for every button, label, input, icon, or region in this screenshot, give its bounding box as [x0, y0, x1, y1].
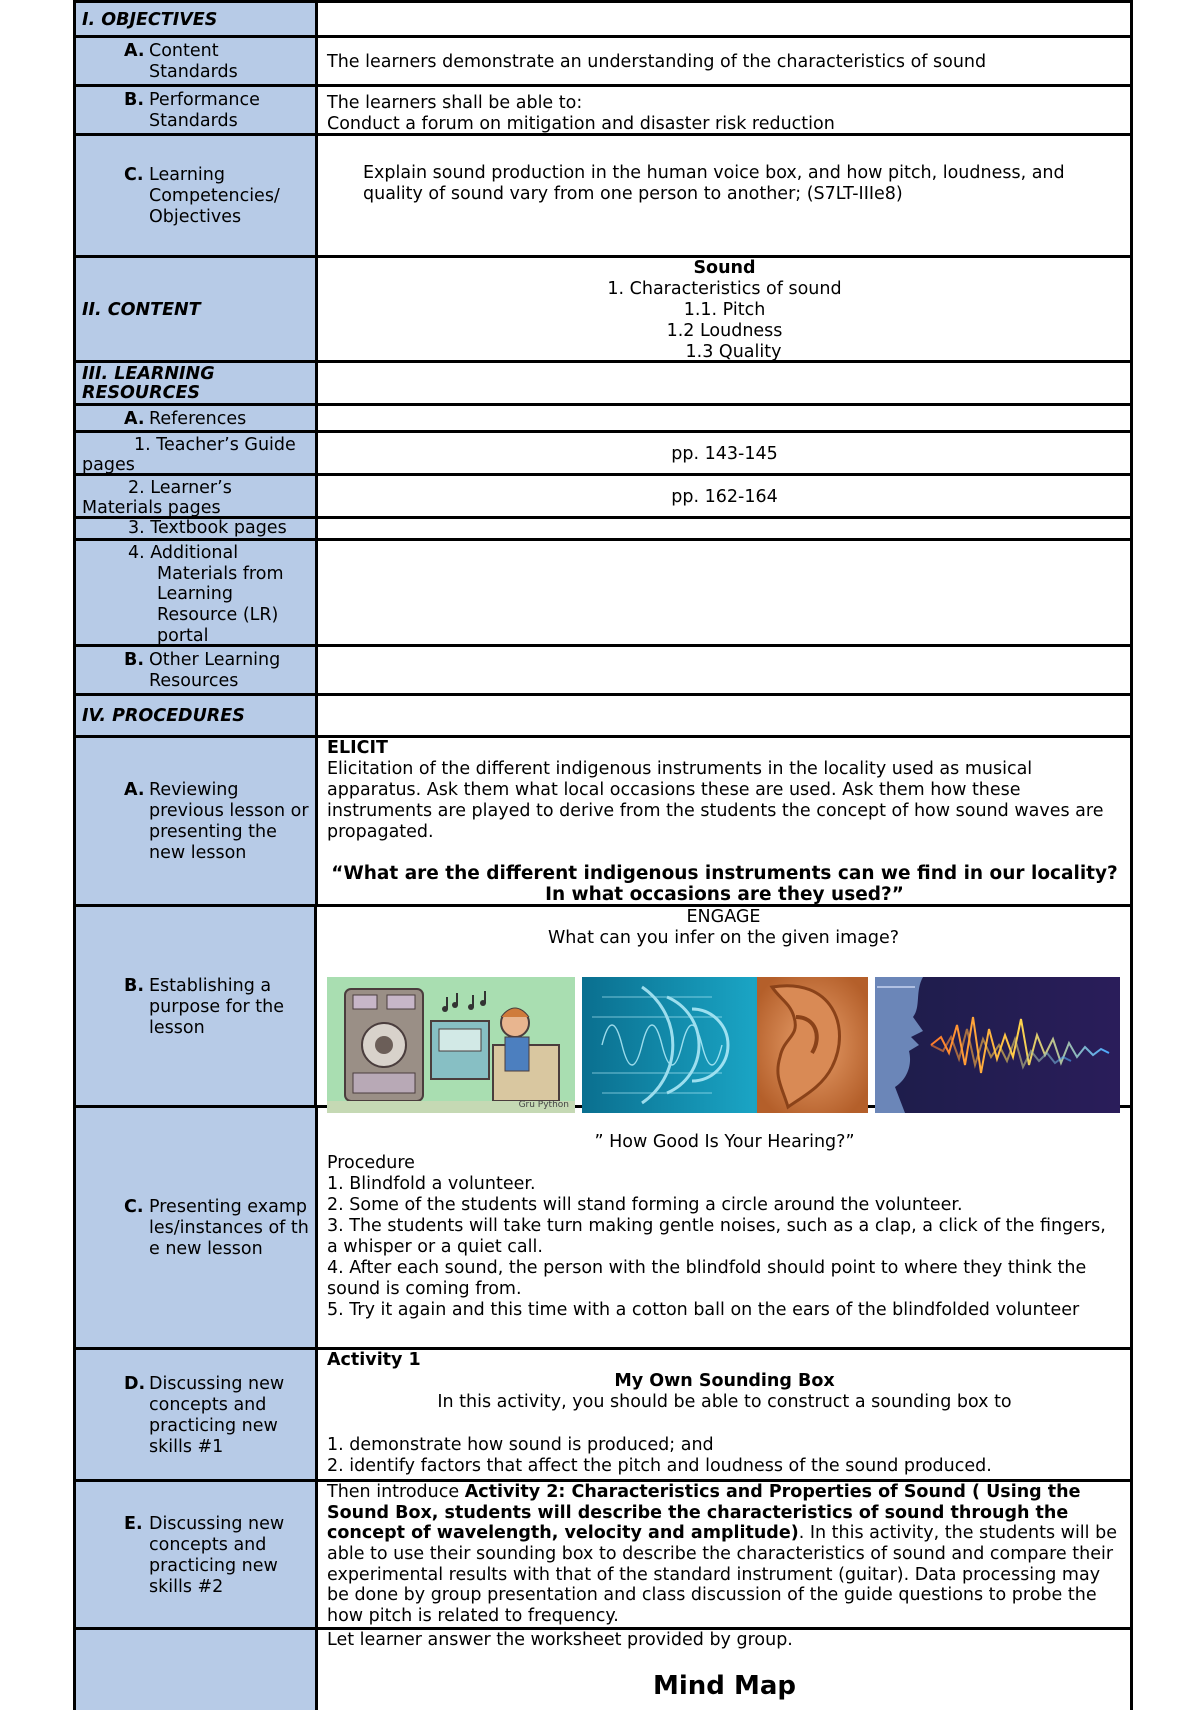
objectives-heading-cell: [73, 3, 318, 35]
references-label-cell: [73, 406, 318, 430]
procedure-step: 4. After each sound, the person with the blindfold should point to where they think the sound is coming from.: [327, 1258, 1087, 1299]
competencies-value-cell: [318, 136, 1133, 255]
content-standards-label: [82, 41, 311, 83]
content-line: 1.1. Pitch: [683, 300, 766, 320]
competencies-label-cell: [73, 136, 318, 255]
objectives-row: [73, 0, 1133, 38]
textbook-label-cell: [73, 519, 318, 538]
performance-standards-label-cell: [73, 87, 318, 133]
worksheet-instruction: Let learner answer the worksheet provided by group.: [327, 1630, 793, 1650]
additional-materials-label: 4. Additional Materials from Learning Resource (LR) portal: [128, 543, 284, 646]
teachers-guide-label-cell: [73, 433, 318, 476]
learners-materials-label: 2. Learner’s Materials pages: [82, 478, 232, 519]
procedure-b-label: [82, 976, 310, 1039]
procedure-d-label-cell: [73, 1350, 318, 1479]
content-heading-cell: [73, 258, 318, 360]
performance-standards-row: [73, 87, 1133, 136]
content-value-cell: [318, 258, 1133, 360]
engage-title: ENGAGE: [686, 907, 761, 927]
ear-soundwave-image: [582, 977, 868, 1113]
engage-image-strip: [327, 977, 1120, 1113]
procedure-f-value-cell: [318, 1630, 1133, 1710]
additional-materials-row: [73, 541, 1133, 647]
letter-b: B.: [124, 975, 144, 996]
elicit-text: Elicitation of the different indigenous instruments in the locality used as musical apparatus. Ask them what local occasions these are used. Ask them how these instruments are played to derive from the students the concept of how sound waves are propagated.: [327, 759, 1104, 842]
content-standards-value: The learners demonstrate an understanding of the characteristics of sound: [327, 51, 987, 72]
procedure-step: 3. The students will take turn making gentle noises, such as a clap, a click of the fingers, a whisper or a quiet call.: [327, 1216, 1106, 1257]
voice-soundwave-image: [875, 977, 1120, 1113]
performance-standards-label: [82, 90, 311, 132]
sounding-box-title: My Own Sounding Box: [614, 1371, 835, 1391]
activity-2-description: . In this activity, the students will be able to use their sounding box to describe the characteristics of sound and compare their experimental results with that of the standard instrument (guitar). Data processing may be done by group presentation and class discussion of the guide questions to probe the how pitch is related to frequency.: [327, 1523, 1117, 1626]
elicit-question: “What are the different indigenous instruments can we find in our locality? In what occasions are they used?”: [331, 863, 1118, 906]
performance-standards-line1: The learners shall be able to:: [327, 93, 583, 113]
learners-materials-row: [73, 476, 1133, 519]
procedure-a-label: [82, 780, 311, 864]
letter-a: A.: [124, 780, 145, 800]
content-line: 1.2 Loudness: [666, 321, 783, 341]
procedure-f-row: [73, 1630, 1133, 1710]
learners-materials-label-cell: [73, 476, 318, 519]
other-resources-value-cell: [318, 647, 1133, 693]
music-studio-graphic: [327, 977, 575, 1113]
procedure-step: 2. Some of the students will stand forming a circle around the volunteer.: [327, 1195, 963, 1215]
textbook-value-cell: [318, 519, 1133, 538]
teachers-guide-value-cell: [318, 433, 1133, 473]
procedure-b-row: [73, 907, 1133, 1111]
resources-heading: III. LEARNING RESOURCES: [82, 363, 215, 403]
procedures-row: [73, 696, 1133, 738]
procedure-d-label: [82, 1374, 311, 1458]
content-standards-row: [73, 38, 1133, 87]
performance-standards-value-cell: [318, 87, 1133, 133]
content-standards-label-cell: [73, 38, 318, 84]
procedure-c-text: Presenting examples/instances of the new lesson: [149, 1197, 309, 1259]
content-standards-text: Content Standards: [149, 41, 238, 82]
additional-materials-label-cell: [73, 541, 318, 644]
lesson-plan-table: [73, 0, 1133, 1710]
resources-row: [73, 363, 1133, 406]
letter-b: B.: [124, 90, 144, 110]
textbook-row: [73, 519, 1133, 541]
procedure-label: Procedure: [327, 1153, 415, 1173]
activity-2-title: Activity 2: Characteristics and Properties of Sound ( Using the Sound Box, students will describe the characteristics of sound through the concept of wavelength, velocity and amplitude): [327, 1482, 1081, 1544]
activity-1-label: Activity 1: [327, 1350, 421, 1370]
procedure-a-label-cell: [73, 738, 318, 904]
letter-a: A.: [124, 41, 145, 61]
content-standards-value-cell: [318, 38, 1133, 84]
competencies-row: [73, 136, 1133, 258]
procedure-a-text: Reviewing previous lesson or presenting the new lesson: [149, 780, 309, 863]
competencies-value: Explain sound production in the human voice box, and how pitch, loudness, and quality of sound vary from one person to another; (S7LT-IIIe8): [363, 163, 1065, 204]
activity-2-lead: Then introduce: [327, 1482, 465, 1502]
procedure-e-text: Discussing new concepts and practicing new skills #2: [149, 1513, 285, 1597]
content-line: 1. Characteristics of sound: [607, 279, 842, 299]
procedure-d-text: Discussing new concepts and practicing new skills #1: [149, 1373, 285, 1457]
learners-materials-value: pp. 162-164: [671, 486, 778, 507]
voice-soundwave-graphic: [875, 977, 1120, 1113]
additional-materials-value-cell: [318, 541, 1133, 644]
procedure-b-value-cell: [317, 907, 1133, 1111]
objectives-heading: I. OBJECTIVES: [82, 9, 218, 30]
sounding-box-item: 2. identify factors that affect the pitch and loudness of the sound produced.: [327, 1456, 992, 1476]
references-text: References: [149, 408, 247, 429]
procedure-e-row: [73, 1482, 1133, 1630]
procedure-d-row: [73, 1350, 1133, 1482]
procedure-b-text: Establishing a purpose for the lesson: [149, 975, 285, 1038]
letter-b: B.: [124, 650, 144, 670]
engage-prompt: What can you infer on the given image?: [547, 928, 900, 948]
other-resources-label: [82, 650, 311, 692]
procedure-f-label-cell: [73, 1630, 318, 1710]
content-title: Sound: [693, 258, 756, 278]
procedure-c-row: [73, 1108, 1133, 1350]
ear-soundwave-graphic: [582, 977, 868, 1113]
procedures-heading: IV. PROCEDURES: [82, 706, 245, 726]
procedure-e-label-cell: [73, 1482, 318, 1627]
mind-map-title: Mind Map: [653, 1671, 796, 1701]
letter-c: C.: [124, 165, 144, 185]
procedure-step: 5. Try it again and this time with a cotton ball on the ears of the blindfolded volunteer: [327, 1300, 1080, 1320]
procedure-step: 1. Blindfold a volunteer.: [327, 1174, 536, 1194]
content-heading: II. CONTENT: [82, 299, 201, 320]
resources-value-cell: [318, 363, 1133, 403]
procedure-d-value-cell: [318, 1350, 1133, 1479]
procedure-b-label-cell: [73, 907, 317, 1105]
performance-standards-text: Performance Standards: [149, 90, 260, 131]
letter-d: D.: [124, 1373, 146, 1394]
sounding-box-item: 1. demonstrate how sound is produced; and: [327, 1435, 714, 1455]
teachers-guide-row: [73, 433, 1133, 476]
textbook-label: 3. Textbook pages: [128, 517, 287, 538]
procedure-c-label-cell: [73, 1108, 318, 1347]
other-resources-label-cell: [73, 647, 318, 693]
procedures-value-cell: [318, 696, 1133, 735]
performance-standards-line2: Conduct a forum on mitigation and disaster risk reduction: [327, 114, 835, 134]
teachers-guide-value: pp. 143-145: [671, 443, 778, 464]
letter-a: A.: [124, 408, 145, 429]
procedure-e-label: [82, 1514, 311, 1598]
letter-e: E.: [124, 1513, 143, 1534]
hearing-title: ” How Good Is Your Hearing?”: [594, 1132, 855, 1152]
competencies-text: Learning Competencies/ Objectives: [149, 165, 280, 227]
procedure-e-value-cell: [318, 1482, 1133, 1627]
image-caption: Gru Python: [518, 1100, 569, 1111]
elicit-title: ELICIT: [327, 738, 388, 758]
content-line: 1.3 Quality: [685, 342, 782, 362]
music-studio-illustration: [327, 977, 575, 1113]
competencies-label: [82, 165, 311, 228]
procedure-c-label: [82, 1197, 311, 1260]
sounding-box-intro: In this activity, you should be able to construct a sounding box to: [437, 1392, 1012, 1412]
other-resources-row: [73, 647, 1133, 696]
references-row: [73, 406, 1133, 433]
procedures-heading-cell: [73, 696, 318, 735]
references-value-cell: [318, 406, 1133, 430]
content-row: [73, 258, 1133, 363]
teachers-guide-label: 1. Teacher’s Guide pages: [82, 435, 296, 476]
learners-materials-value-cell: [318, 476, 1133, 516]
procedure-a-row: [73, 738, 1133, 907]
other-resources-text: Other Learning Resources: [149, 650, 281, 691]
letter-c: C.: [124, 1197, 144, 1217]
references-label: [82, 409, 311, 430]
objectives-value-cell: [318, 3, 1133, 35]
resources-heading-cell: [73, 363, 318, 403]
procedure-a-value-cell: [318, 738, 1133, 904]
procedure-c-value-cell: [318, 1108, 1133, 1347]
